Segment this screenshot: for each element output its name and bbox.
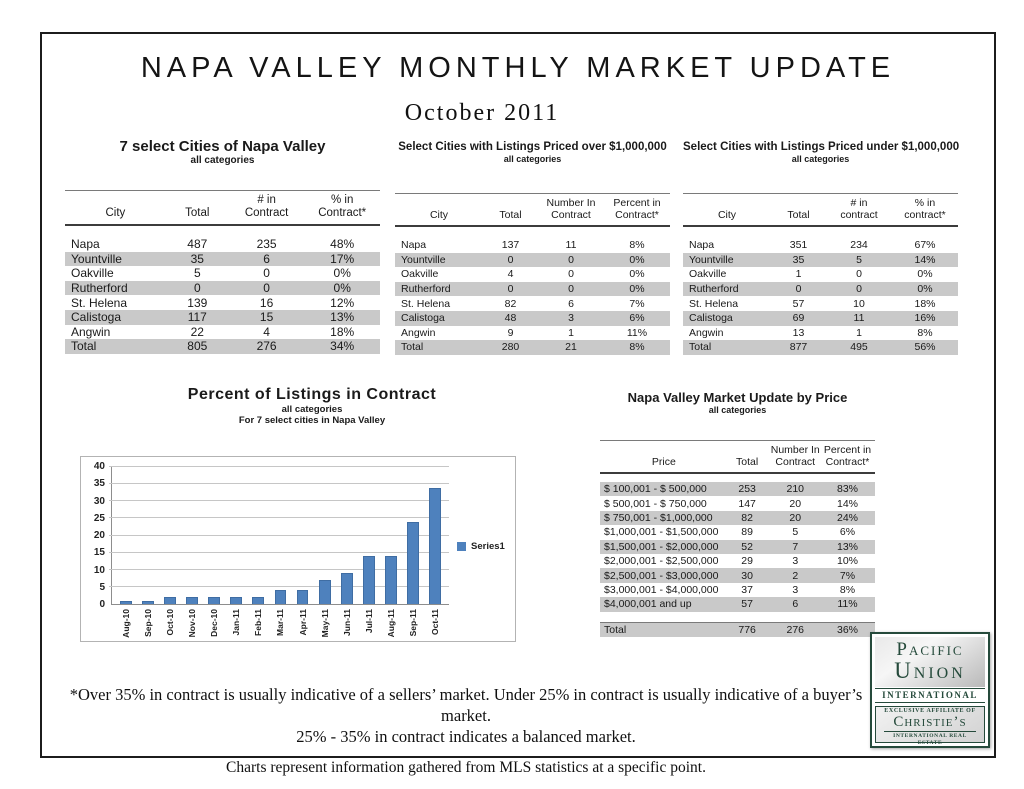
x-axis-label: Sep-11 xyxy=(407,609,418,637)
cell-total: 57 xyxy=(792,297,805,310)
table-header xyxy=(600,440,875,474)
cell-in-contract: 21 xyxy=(565,341,577,354)
legend-label: Series1 xyxy=(471,541,505,552)
cell-in-contract: 3 xyxy=(792,583,799,596)
cell-total: 89 xyxy=(741,526,753,539)
column-header-city: City xyxy=(429,209,449,221)
cities-table xyxy=(65,138,380,354)
chart-bar xyxy=(407,522,419,604)
cell-price-range: $3,000,001 - $4,000,000 xyxy=(604,583,719,596)
logo-christies-text: Christie’s xyxy=(893,714,967,730)
cell-pct-contract: 0% xyxy=(333,266,351,281)
cell-total: 805 xyxy=(187,339,208,354)
bar-slot xyxy=(292,467,314,636)
cell-pct-contract: 0% xyxy=(917,268,933,281)
column-header-total: Total xyxy=(185,207,210,219)
cell-pct-contract: 7% xyxy=(839,569,856,582)
table-row xyxy=(600,525,875,539)
cell-total: 0 xyxy=(795,283,802,296)
cell-total: 137 xyxy=(501,239,520,252)
table-row xyxy=(683,296,958,311)
logo-real-estate-text: INTERNATIONAL REAL ESTATE xyxy=(884,731,976,747)
cell-pct-contract: 8% xyxy=(917,326,933,339)
table-subtitle: all categories xyxy=(791,154,850,164)
table-row xyxy=(65,339,380,354)
bar-slot xyxy=(115,467,137,638)
table-row xyxy=(395,238,670,253)
cell-city: Total xyxy=(689,341,712,354)
chart-bar xyxy=(297,590,309,604)
table-row xyxy=(395,340,670,355)
cell-pct-contract: 24% xyxy=(836,511,858,524)
cell-pct-contract: 13% xyxy=(836,540,858,553)
cell-city: Oakville xyxy=(401,268,439,281)
table-row xyxy=(395,267,670,282)
table-row xyxy=(683,282,958,297)
column-header-pct-contract: % in Contract* xyxy=(318,194,367,219)
table-row xyxy=(65,295,380,310)
cell-total: 82 xyxy=(504,297,517,310)
chart-subtitle-2: For 7 select cities in Napa Valley xyxy=(238,415,386,426)
table-row xyxy=(395,326,670,341)
logo-top-panel xyxy=(875,637,985,687)
cell-pct-contract: 14% xyxy=(914,253,936,266)
cell-pct-contract: 11% xyxy=(837,598,858,611)
chart-bar xyxy=(429,488,441,604)
x-axis-label: Oct-11 xyxy=(429,609,440,635)
chart-bars xyxy=(112,467,449,638)
cell-city: Rutherford xyxy=(71,281,128,296)
cell-total: 776 xyxy=(738,623,756,636)
cell-total: 35 xyxy=(792,253,805,266)
bar-slot xyxy=(402,467,424,637)
chart-subtitle: all categories xyxy=(281,404,343,415)
cell-in-contract: 20 xyxy=(789,511,802,524)
cell-city: Yountville xyxy=(401,253,446,266)
table-row xyxy=(600,540,875,554)
cell-city: Oakville xyxy=(71,266,114,281)
cell-total: 0 xyxy=(193,281,201,296)
logo-affiliate-text: EXCLUSIVE AFFILIATE OF xyxy=(884,708,976,714)
table-row xyxy=(600,597,875,611)
table-title: Select Cities with Listings Priced under $1,000,000 xyxy=(683,141,960,153)
table-row xyxy=(600,568,875,582)
cell-pct-contract: 56% xyxy=(914,341,936,354)
bar-slot xyxy=(181,467,203,638)
chart-bar xyxy=(252,597,264,604)
bar-slot xyxy=(424,467,446,635)
cell-pct-contract: 6% xyxy=(839,526,856,539)
table-body xyxy=(600,474,875,612)
cell-city: Calistoga xyxy=(71,310,122,325)
table-row xyxy=(65,310,380,325)
table-body xyxy=(65,226,380,354)
cell-in-contract: 5 xyxy=(856,253,862,266)
table-body xyxy=(683,227,958,355)
cell-in-contract: 7 xyxy=(792,540,799,553)
cell-city: Oakville xyxy=(689,268,727,281)
chart-title-block xyxy=(92,386,532,426)
cell-city: Calistoga xyxy=(689,312,733,325)
chart-bar xyxy=(120,601,132,604)
cell-pct-contract: 17% xyxy=(330,251,355,266)
cell-total-label: Total xyxy=(604,623,627,636)
cell-city: Total xyxy=(71,339,97,354)
y-axis-label: 25 xyxy=(93,512,105,524)
cell-pct-contract: 13% xyxy=(330,310,355,325)
bar-slot xyxy=(314,467,336,638)
table-header xyxy=(683,193,958,227)
cell-pct-contract: 7% xyxy=(629,297,645,310)
logo-pacific-text: Pacific xyxy=(896,639,964,660)
cell-in-contract: 0 xyxy=(856,283,862,296)
cell-total: 37 xyxy=(741,583,753,596)
cell-pct-contract: 67% xyxy=(914,239,936,252)
chart-bar xyxy=(186,597,198,604)
chart-bar xyxy=(319,580,331,604)
report-date: October 2011 xyxy=(404,100,560,126)
cell-total: 29 xyxy=(741,555,753,568)
column-header-pct-contract: Percent in Contract* xyxy=(823,444,872,468)
logo-international-band: INTERNATIONAL xyxy=(875,688,985,703)
logo-christies-panel xyxy=(875,706,985,746)
price-total-row xyxy=(600,622,875,637)
column-header-in-contract: # in contract xyxy=(840,197,878,221)
price-table xyxy=(600,390,875,637)
cell-total: 4 xyxy=(507,268,514,281)
cell-pct-contract: 6% xyxy=(629,312,645,325)
bar-slot xyxy=(380,467,402,638)
x-axis-label: Jan-11 xyxy=(231,609,242,636)
x-axis-label: Dec-10 xyxy=(209,609,220,637)
cell-pct-contract: 0% xyxy=(629,283,645,296)
table-row xyxy=(65,252,380,267)
cell-total: 57 xyxy=(741,598,753,611)
cell-in-contract: 11 xyxy=(565,239,577,252)
table-header xyxy=(65,190,380,226)
column-header-city: City xyxy=(105,207,126,219)
report-page xyxy=(40,32,996,776)
cell-pct-contract: 8% xyxy=(629,341,645,354)
legend-swatch xyxy=(457,542,466,551)
cell-pct-contract: 36% xyxy=(836,623,858,636)
column-header-city: City xyxy=(717,209,737,221)
chart-bar xyxy=(142,601,154,604)
chart-bar xyxy=(230,597,242,604)
cell-pct-contract: 10% xyxy=(836,555,858,568)
cell-pct-contract: 0% xyxy=(629,268,645,281)
cell-in-contract: 6 xyxy=(263,251,270,266)
cell-pct-contract: 0% xyxy=(917,283,933,296)
table-subtitle: all categories xyxy=(503,154,562,164)
cell-pct-contract: 8% xyxy=(629,239,645,252)
chart-legend xyxy=(457,541,505,552)
bar-slot xyxy=(247,467,269,636)
table-row xyxy=(600,511,875,525)
column-header-in-contract: Number In Contract xyxy=(770,444,820,468)
footnote-line-3: Charts represent information gathered from MLS statistics at a specific point. xyxy=(226,759,706,776)
cell-pct-contract: 11% xyxy=(626,326,648,339)
table-row xyxy=(65,237,380,252)
cell-city: Rutherford xyxy=(401,283,451,296)
x-axis-label: Sep-10 xyxy=(143,609,154,637)
cell-total: 52 xyxy=(741,540,753,553)
cell-in-contract: 0 xyxy=(568,268,574,281)
cell-total: 22 xyxy=(190,324,204,339)
cell-total: 117 xyxy=(187,310,207,325)
cell-pct-contract: 16% xyxy=(914,312,936,325)
y-axis-label: 15 xyxy=(93,547,105,559)
cell-in-contract: 5 xyxy=(792,526,799,539)
cell-in-contract: 0 xyxy=(856,268,862,281)
chart-bar xyxy=(275,590,287,604)
cell-city: St. Helena xyxy=(71,295,128,310)
table-row xyxy=(683,326,958,341)
column-header-pct-contract: % in contract* xyxy=(904,197,946,221)
cell-city: Napa xyxy=(71,237,100,252)
x-axis-label: Oct-10 xyxy=(165,609,176,636)
table-title: 7 select Cities of Napa Valley xyxy=(119,138,326,155)
bar-slot xyxy=(358,467,380,634)
cell-total: 5 xyxy=(193,266,201,281)
cell-in-contract: 10 xyxy=(853,297,865,310)
chart-bar xyxy=(164,597,176,604)
table-row xyxy=(65,266,380,281)
column-header-total: Total xyxy=(499,209,522,221)
page-title: NAPA VALLEY MONTHLY MARKET UPDATE xyxy=(140,52,896,84)
cell-pct-contract: 8% xyxy=(839,583,856,596)
y-axis-label: 0 xyxy=(99,599,105,610)
chart-plot xyxy=(111,467,449,638)
table-subtitle: all categories xyxy=(708,405,767,415)
cell-price-range: $ 750,001 - $1,000,000 xyxy=(604,511,713,524)
table-row xyxy=(683,267,958,282)
cell-total: 82 xyxy=(741,511,753,524)
cell-price-range: $1,000,001 - $1,500,000 xyxy=(604,526,719,539)
bar-slot xyxy=(269,467,291,636)
table-title: Napa Valley Market Update by Price xyxy=(627,390,848,405)
footnote-line-2: 25% - 35% in contract indicates a balanced market. xyxy=(296,727,636,746)
chart-bar xyxy=(385,556,397,604)
table-title: Select Cities with Listings Priced over $1,000,000 xyxy=(398,141,667,153)
cell-in-contract: 234 xyxy=(850,239,868,252)
cell-pct-contract: 0% xyxy=(333,281,351,296)
x-axis-label: Aug-10 xyxy=(121,609,132,638)
cell-price-range: $2,000,001 - $2,500,000 xyxy=(604,555,719,568)
column-header-in-contract: Number In Contract xyxy=(546,197,596,221)
cell-total: 253 xyxy=(738,483,756,496)
cell-city: St. Helena xyxy=(401,297,451,310)
cell-in-contract: 276 xyxy=(256,339,277,354)
cell-total: 139 xyxy=(187,295,208,310)
cell-city: Rutherford xyxy=(689,283,739,296)
table-row xyxy=(683,238,958,253)
y-axis-label: 30 xyxy=(93,495,105,507)
table-row xyxy=(395,311,670,326)
cell-total: 877 xyxy=(789,341,808,354)
cell-pct-contract: 12% xyxy=(330,295,355,310)
y-axis-label: 5 xyxy=(99,581,105,593)
cell-in-contract: 4 xyxy=(263,324,270,339)
cell-in-contract: 0 xyxy=(568,283,574,296)
cell-in-contract: 3 xyxy=(568,312,574,325)
cell-in-contract: 1 xyxy=(568,326,574,339)
bar-slot xyxy=(336,467,358,636)
cell-city: Napa xyxy=(401,239,427,252)
table-row xyxy=(683,253,958,268)
table-row xyxy=(65,325,380,340)
column-header-price: Price xyxy=(651,456,676,468)
cell-price-range: $4,000,001 and up xyxy=(604,598,692,611)
x-axis-label: Nov-10 xyxy=(187,609,198,638)
cell-total: 0 xyxy=(507,283,514,296)
cell-in-contract: 6 xyxy=(568,297,574,310)
x-axis-label: Feb-11 xyxy=(253,609,264,636)
cell-city: Angwin xyxy=(401,326,436,339)
cell-total: 351 xyxy=(789,239,808,252)
y-axis-label: 10 xyxy=(93,564,105,576)
cell-in-contract: 16 xyxy=(259,295,274,310)
logo-union-text: Union xyxy=(894,658,966,683)
column-header-in-contract: # in Contract xyxy=(244,194,289,219)
table-row xyxy=(600,554,875,568)
cell-city: Yountville xyxy=(689,253,734,266)
cell-total: 30 xyxy=(741,569,753,582)
cell-price-range: $1,500,001 - $2,000,000 xyxy=(604,540,719,553)
table-row xyxy=(395,296,670,311)
x-axis-label: Apr-11 xyxy=(297,609,308,636)
cell-pct-contract: 18% xyxy=(914,297,936,310)
cell-city: Yountville xyxy=(71,251,122,266)
cell-city: Angwin xyxy=(689,326,724,339)
cell-city: Calistoga xyxy=(401,312,445,325)
pacific-union-logo xyxy=(870,632,990,748)
cell-total: 280 xyxy=(501,341,520,354)
cell-in-contract: 0 xyxy=(263,266,270,281)
cell-pct-contract: 14% xyxy=(836,497,858,510)
chart-bar xyxy=(208,597,220,604)
table-row xyxy=(600,496,875,510)
cell-pct-contract: 18% xyxy=(330,324,355,339)
cell-price-range: $ 100,001 - $ 500,000 xyxy=(604,483,707,496)
cell-city: Napa xyxy=(689,239,715,252)
column-header-total: Total xyxy=(787,209,810,221)
table-subtitle: all categories xyxy=(190,155,255,166)
bar-slot xyxy=(137,467,159,637)
x-axis-label: Aug-11 xyxy=(385,609,396,638)
cell-in-contract: 495 xyxy=(850,341,868,354)
cell-pct-contract: 0% xyxy=(629,253,645,266)
cell-total: 1 xyxy=(795,268,802,281)
cell-in-contract: 3 xyxy=(792,555,799,568)
cell-total: 9 xyxy=(507,326,514,339)
x-axis-label: Mar-11 xyxy=(275,609,286,636)
table-row xyxy=(600,482,875,496)
table-row xyxy=(395,253,670,268)
cell-in-contract: 20 xyxy=(789,497,802,510)
bar-chart xyxy=(80,456,516,642)
table-row xyxy=(600,583,875,597)
table-row xyxy=(65,281,380,296)
cell-in-contract: 6 xyxy=(792,598,799,611)
column-header-pct-contract: Percent in Contract* xyxy=(613,197,661,221)
footnotes xyxy=(50,684,882,777)
cell-price-range: $ 500,001 - $ 750,000 xyxy=(604,497,707,510)
cell-price-range: $2,500,001 - $3,000,000 xyxy=(604,569,719,582)
cell-pct-contract: 34% xyxy=(330,339,355,354)
cell-in-contract: 1 xyxy=(856,326,862,339)
cell-pct-contract: 48% xyxy=(330,237,355,252)
chart-bar xyxy=(341,573,353,604)
cell-total: 0 xyxy=(507,253,514,266)
column-header-total: Total xyxy=(736,456,759,468)
cell-total: 69 xyxy=(792,312,805,325)
cell-total: 487 xyxy=(187,237,208,252)
cell-in-contract: 15 xyxy=(259,310,274,325)
chart-bar xyxy=(363,556,375,604)
cell-city: St. Helena xyxy=(689,297,739,310)
x-axis-label: May-11 xyxy=(319,609,330,638)
x-axis-label: Jun-11 xyxy=(341,609,352,636)
footnote-line-1: *Over 35% in contract is usually indicative of a sellers’ market. Under 25% in contract is usually indicative of a buyer’s market. xyxy=(69,685,863,725)
y-axis-label: 20 xyxy=(93,530,105,541)
cell-city: Angwin xyxy=(71,324,111,339)
y-axis-label: 35 xyxy=(93,478,105,490)
cell-in-contract: 0 xyxy=(568,253,574,266)
table-body xyxy=(395,227,670,355)
over-1m-table xyxy=(395,140,670,355)
bar-slot xyxy=(159,467,181,636)
cell-total: 35 xyxy=(190,251,204,266)
cell-total: 48 xyxy=(504,312,517,325)
cell-in-contract: 11 xyxy=(853,312,865,325)
cell-in-contract: 276 xyxy=(786,623,805,636)
cell-in-contract: 210 xyxy=(786,483,805,496)
cell-in-contract: 235 xyxy=(256,237,277,252)
cell-total: 13 xyxy=(792,326,805,339)
cell-in-contract: 2 xyxy=(792,569,799,582)
table-row xyxy=(683,340,958,355)
cell-pct-contract: 83% xyxy=(836,483,858,496)
bar-slot xyxy=(225,467,247,636)
bar-slot xyxy=(203,467,225,637)
cell-city: Total xyxy=(401,341,424,354)
chart-y-axis xyxy=(83,461,107,610)
table-row xyxy=(683,311,958,326)
y-axis-label: 40 xyxy=(93,461,105,472)
chart-title: Percent of Listings in Contract xyxy=(187,386,437,403)
under-1m-table xyxy=(683,140,958,355)
cell-in-contract: 0 xyxy=(263,281,270,296)
table-header xyxy=(395,193,670,227)
x-axis-label: Jul-11 xyxy=(363,609,374,634)
table-row xyxy=(395,282,670,297)
cell-total: 147 xyxy=(738,497,756,510)
